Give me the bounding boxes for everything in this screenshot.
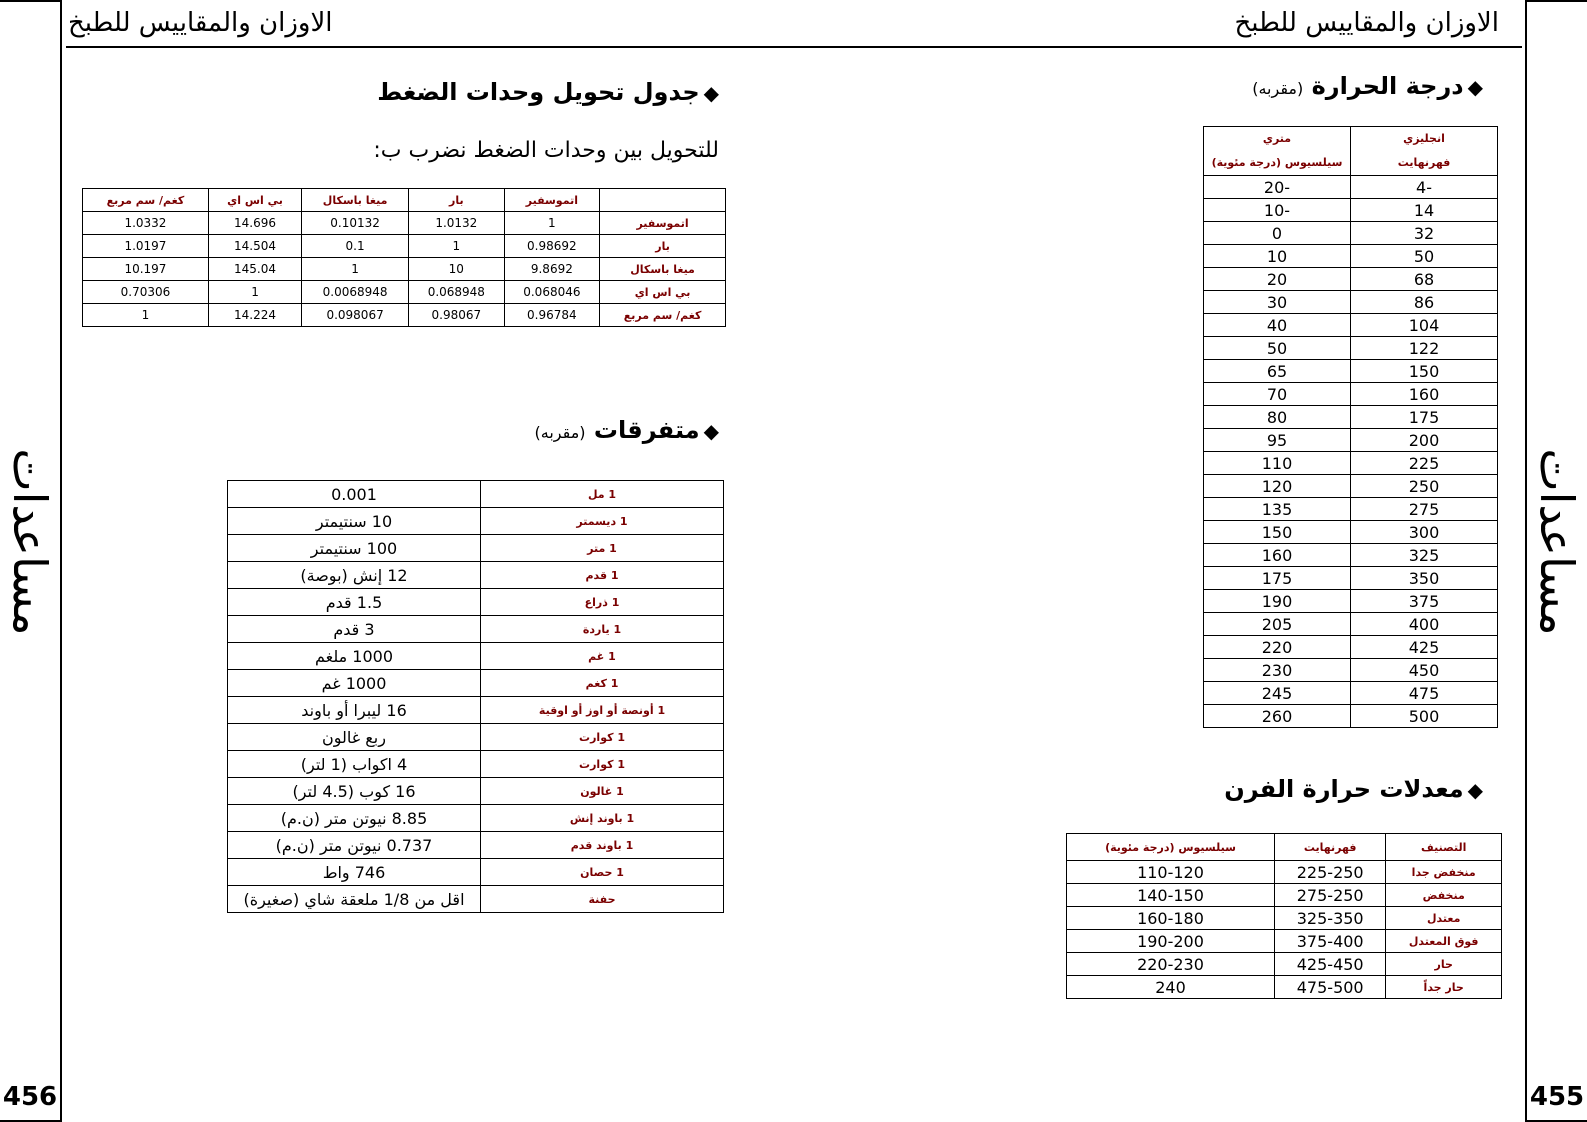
table-row (228, 697, 724, 724)
table-row (1067, 884, 1502, 907)
fahrenheit-cell: 500 (1351, 705, 1498, 728)
oven-f-cell: 425-450 (1274, 953, 1385, 976)
celsius-cell: 150 (1204, 521, 1351, 544)
pressure-note: للتحويل بين وحدات الضغط نضرب ب: (373, 138, 719, 163)
misc-unit-cell: 1 كوارت (481, 724, 724, 751)
table-row (83, 212, 726, 235)
misc-unit-cell: 1 ذراع (481, 589, 724, 616)
misc-equivalent-cell: 16 كوب (4.5 لتر) (228, 778, 481, 805)
fahrenheit-cell: -4 (1351, 176, 1498, 199)
fahrenheit-cell: 400 (1351, 613, 1498, 636)
table-row (1204, 199, 1498, 222)
table-row (1204, 383, 1498, 406)
fahrenheit-cell: 86 (1351, 291, 1498, 314)
oven-class-cell: منخفض (1386, 884, 1502, 907)
misc-equivalent-cell: ربع غالون (228, 724, 481, 751)
table-row (1067, 976, 1502, 999)
misc-unit-cell: 1 باوند إنش (481, 805, 724, 832)
table-row (1204, 176, 1498, 199)
fahrenheit-cell: 475 (1351, 682, 1498, 705)
pressure-value-cell: 0.1 (302, 235, 409, 258)
diamond-bullet-icon: ◆ (1467, 75, 1483, 99)
pressure-value-cell: 0.0068948 (302, 281, 409, 304)
celsius-cell: 40 (1204, 314, 1351, 337)
header-english: انجليزي (1351, 127, 1498, 150)
pressure-value-cell: 9.8692 (504, 258, 600, 281)
oven-c-cell: 240 (1067, 976, 1275, 999)
oven-class-cell: حار (1386, 953, 1502, 976)
celsius-cell: 50 (1204, 337, 1351, 360)
pressure-header-cell: كغم/ سم مربع (83, 189, 209, 212)
fahrenheit-cell: 325 (1351, 544, 1498, 567)
misc-qualifier: (مقربه) (534, 423, 586, 442)
table-row (1204, 429, 1498, 452)
table-row (228, 481, 724, 508)
celsius-cell: 0 (1204, 222, 1351, 245)
fahrenheit-cell: 250 (1351, 475, 1498, 498)
misc-unit-cell: 1 كغم (481, 670, 724, 697)
table-row (1204, 475, 1498, 498)
header-rule (66, 46, 1522, 48)
oven-f-cell: 325-350 (1274, 907, 1385, 930)
celsius-cell: 135 (1204, 498, 1351, 521)
temperature-title: ◆درجة الحرارة (مقربه) (1252, 72, 1483, 100)
diamond-bullet-icon: ◆ (703, 419, 719, 443)
misc-equivalent-cell: 1.5 قدم (228, 589, 481, 616)
fahrenheit-cell: 375 (1351, 590, 1498, 613)
misc-table (227, 480, 724, 913)
pressure-value-cell: 0.10132 (302, 212, 409, 235)
misc-unit-cell: 1 غم (481, 643, 724, 670)
table-row (1204, 544, 1498, 567)
pressure-title: ◆جدول تحويل وحدات الضغط (377, 78, 719, 106)
table-row (1067, 834, 1502, 861)
fahrenheit-cell: 122 (1351, 337, 1498, 360)
diamond-bullet-icon: ◆ (703, 81, 719, 105)
misc-equivalent-cell: 746 واط (228, 859, 481, 886)
table-row (83, 281, 726, 304)
oven-c-cell: 110-120 (1067, 861, 1275, 884)
header-fahrenheit: فهرنهايت (1351, 149, 1498, 176)
right-margin-frame (1525, 0, 1587, 1122)
celsius-cell: 120 (1204, 475, 1351, 498)
fahrenheit-cell: 350 (1351, 567, 1498, 590)
pressure-header-cell: اتموسفير (504, 189, 600, 212)
table-row (83, 304, 726, 327)
pressure-row-label: بي اس اي (600, 281, 726, 304)
pressure-value-cell: 1 (83, 304, 209, 327)
table-row (1067, 930, 1502, 953)
table-row (1204, 705, 1498, 728)
fahrenheit-cell: 225 (1351, 452, 1498, 475)
fahrenheit-cell: 275 (1351, 498, 1498, 521)
celsius-cell: 190 (1204, 590, 1351, 613)
oven-c-cell: 160-180 (1067, 907, 1275, 930)
running-header-right: الاوزان والمقاييس للطبخ (1234, 8, 1499, 38)
misc-equivalent-cell: 10 سنتيمتر (228, 508, 481, 535)
table-row (83, 189, 726, 212)
table-row (1204, 337, 1498, 360)
misc-equivalent-cell: 4 اكواب (1 لتر) (228, 751, 481, 778)
pressure-value-cell: 0.098067 (302, 304, 409, 327)
left-margin-frame (0, 0, 62, 1122)
misc-unit-cell: 1 كوارت (481, 751, 724, 778)
fahrenheit-cell: 175 (1351, 406, 1498, 429)
pressure-header-cell: بي اس اي (208, 189, 301, 212)
table-row (1067, 907, 1502, 930)
misc-unit-cell: 1 ديسمتر (481, 508, 724, 535)
table-row (1204, 291, 1498, 314)
oven-f-cell: 475-500 (1274, 976, 1385, 999)
pressure-value-cell: 1 (504, 212, 600, 235)
table-row (1204, 222, 1498, 245)
pressure-value-cell: 0.70306 (83, 281, 209, 304)
pressure-value-cell: 1.0332 (83, 212, 209, 235)
fahrenheit-cell: 104 (1351, 314, 1498, 337)
oven-header-c: سيلسيوس (درجة مئوية) (1067, 834, 1275, 861)
header-celsius: سيلسيوس (درجة مئوية) (1204, 149, 1351, 176)
table-row (83, 235, 726, 258)
celsius-cell: -10 (1204, 199, 1351, 222)
temperature-table (1203, 126, 1498, 728)
misc-equivalent-cell: 12 إنش (بوصة) (228, 562, 481, 589)
pressure-value-cell: 1.0197 (83, 235, 209, 258)
pressure-value-cell: 0.068046 (504, 281, 600, 304)
misc-title: ◆متفرقات (مقربه) (534, 416, 719, 444)
table-row (228, 616, 724, 643)
oven-c-cell: 220-230 (1067, 953, 1275, 976)
page-number-left: 456 (2, 1082, 58, 1112)
temperature-qualifier: (مقربه) (1252, 79, 1304, 98)
celsius-cell: 245 (1204, 682, 1351, 705)
pressure-value-cell: 14.696 (208, 212, 301, 235)
side-title-right: مساعدات (1530, 448, 1584, 636)
pressure-value-cell: 1 (302, 258, 409, 281)
table-row (228, 562, 724, 589)
misc-equivalent-cell: 3 قدم (228, 616, 481, 643)
oven-title: ◆معدلات حرارة الفرن (1224, 775, 1483, 803)
celsius-cell: 230 (1204, 659, 1351, 682)
table-row (228, 886, 724, 913)
table-row (1204, 314, 1498, 337)
pressure-value-cell: 10.197 (83, 258, 209, 281)
table-row (1204, 521, 1498, 544)
pressure-value-cell: 0.98692 (504, 235, 600, 258)
fahrenheit-cell: 425 (1351, 636, 1498, 659)
pressure-value-cell: 0.98067 (409, 304, 505, 327)
table-row (228, 832, 724, 859)
oven-class-cell: حار جداً (1386, 976, 1502, 999)
pressure-value-cell: 14.224 (208, 304, 301, 327)
celsius-cell: 80 (1204, 406, 1351, 429)
misc-equivalent-cell: 8.85 نيوتن متر (ن.م) (228, 805, 481, 832)
table-row (228, 805, 724, 832)
misc-unit-cell: 1 متر (481, 535, 724, 562)
table-row (1204, 268, 1498, 291)
table-row (1204, 360, 1498, 383)
celsius-cell: 260 (1204, 705, 1351, 728)
pressure-row-label: ميغا باسكال (600, 258, 726, 281)
table-row (228, 670, 724, 697)
misc-equivalent-cell: 1000 غم (228, 670, 481, 697)
misc-unit-cell: 1 باوند قدم (481, 832, 724, 859)
table-row (228, 589, 724, 616)
table-row (1204, 682, 1498, 705)
celsius-cell: -20 (1204, 176, 1351, 199)
misc-unit-cell: حفنة (481, 886, 724, 913)
table-row (1204, 590, 1498, 613)
diamond-bullet-icon: ◆ (1467, 778, 1483, 802)
table-row (1067, 861, 1502, 884)
misc-unit-cell: 1 غالون (481, 778, 724, 805)
oven-f-cell: 225-250 (1274, 861, 1385, 884)
pressure-table (82, 188, 726, 327)
pressure-header-cell: ميغا باسكال (302, 189, 409, 212)
table-row (228, 535, 724, 562)
pressure-value-cell: 10 (409, 258, 505, 281)
pressure-value-cell: 0.068948 (409, 281, 505, 304)
fahrenheit-cell: 50 (1351, 245, 1498, 268)
pressure-value-cell: 1 (409, 235, 505, 258)
fahrenheit-cell: 300 (1351, 521, 1498, 544)
table-row (228, 778, 724, 805)
table-row (1204, 452, 1498, 475)
table-row (83, 258, 726, 281)
page-number-right: 455 (1529, 1082, 1585, 1112)
fahrenheit-cell: 150 (1351, 360, 1498, 383)
misc-equivalent-cell: 16 ليبرا أو باوند (228, 697, 481, 724)
celsius-cell: 70 (1204, 383, 1351, 406)
table-row (228, 751, 724, 778)
pressure-row-label: كغم/ سم مربع (600, 304, 726, 327)
celsius-cell: 110 (1204, 452, 1351, 475)
fahrenheit-cell: 450 (1351, 659, 1498, 682)
misc-equivalent-cell: 0.001 (228, 481, 481, 508)
oven-c-cell: 140-150 (1067, 884, 1275, 907)
misc-unit-cell: 1 حصان (481, 859, 724, 886)
misc-unit-cell: 1 أونصة أو اوز أو اوقية (481, 697, 724, 724)
table-row (228, 508, 724, 535)
oven-class-cell: معتدل (1386, 907, 1502, 930)
pressure-value-cell: 1.0132 (409, 212, 505, 235)
celsius-cell: 95 (1204, 429, 1351, 452)
celsius-cell: 175 (1204, 567, 1351, 590)
pressure-row-label: بار (600, 235, 726, 258)
fahrenheit-cell: 14 (1351, 199, 1498, 222)
pressure-value-cell: 145.04 (208, 258, 301, 281)
oven-table (1066, 833, 1502, 999)
pressure-value-cell: 0.96784 (504, 304, 600, 327)
table-row (1204, 613, 1498, 636)
celsius-cell: 205 (1204, 613, 1351, 636)
side-title-left: مساعدات (3, 448, 57, 636)
misc-equivalent-cell: 1000 ملغم (228, 643, 481, 670)
pressure-value-cell: 1 (208, 281, 301, 304)
table-row (228, 859, 724, 886)
oven-class-cell: منخفض جدا (1386, 861, 1502, 884)
fahrenheit-cell: 160 (1351, 383, 1498, 406)
celsius-cell: 160 (1204, 544, 1351, 567)
oven-header-f: فهرنهايت (1274, 834, 1385, 861)
table-row (1204, 245, 1498, 268)
pressure-header-cell: بار (409, 189, 505, 212)
misc-unit-cell: 1 ياردة (481, 616, 724, 643)
oven-header-class: التصنيف (1386, 834, 1502, 861)
celsius-cell: 10 (1204, 245, 1351, 268)
table-row (1204, 498, 1498, 521)
fahrenheit-cell: 200 (1351, 429, 1498, 452)
table-row (1204, 636, 1498, 659)
oven-class-cell: فوق المعتدل (1386, 930, 1502, 953)
running-header-left: الاوزان والمقاييس للطبخ (68, 8, 333, 38)
misc-unit-cell: 1 قدم (481, 562, 724, 589)
table-row (1204, 149, 1498, 176)
table-row (228, 643, 724, 670)
oven-c-cell: 190-200 (1067, 930, 1275, 953)
misc-equivalent-cell: 100 سنتيمتر (228, 535, 481, 562)
misc-equivalent-cell: اقل من 1/8 ملعقة شاي (صغيرة) (228, 886, 481, 913)
misc-equivalent-cell: 0.737 نيوتن متر (ن.م) (228, 832, 481, 859)
pressure-header-cell (600, 189, 726, 212)
oven-f-cell: 375-400 (1274, 930, 1385, 953)
header-metric: متري (1204, 127, 1351, 150)
pressure-row-label: اتموسفير (600, 212, 726, 235)
misc-unit-cell: 1 مل (481, 481, 724, 508)
table-row (1204, 567, 1498, 590)
celsius-cell: 20 (1204, 268, 1351, 291)
table-row (1067, 953, 1502, 976)
pressure-value-cell: 14.504 (208, 235, 301, 258)
celsius-cell: 220 (1204, 636, 1351, 659)
fahrenheit-cell: 32 (1351, 222, 1498, 245)
table-row (228, 724, 724, 751)
table-row (1204, 659, 1498, 682)
fahrenheit-cell: 68 (1351, 268, 1498, 291)
celsius-cell: 30 (1204, 291, 1351, 314)
oven-f-cell: 275-250 (1274, 884, 1385, 907)
table-row (1204, 127, 1498, 150)
celsius-cell: 65 (1204, 360, 1351, 383)
table-row (1204, 406, 1498, 429)
